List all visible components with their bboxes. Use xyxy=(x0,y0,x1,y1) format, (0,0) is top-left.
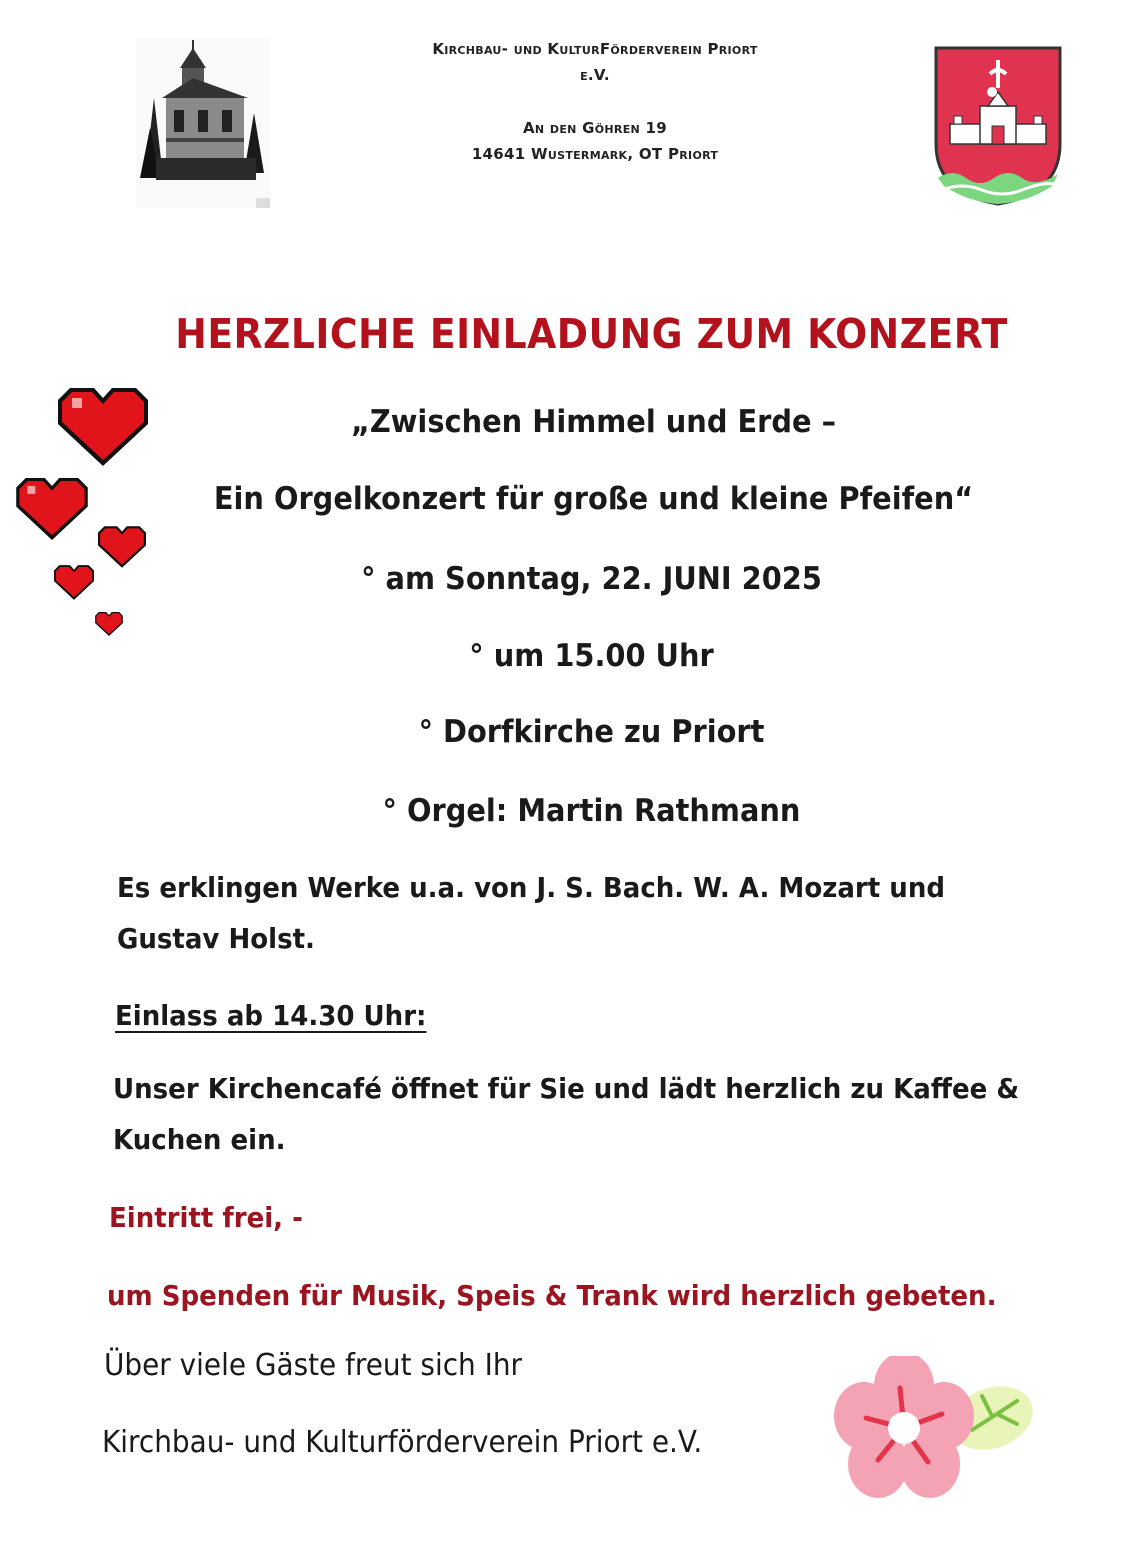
address-street: An den Göhren 19 xyxy=(522,119,668,137)
concert-subtitle-line1: „Zwischen Himmel und Erde – xyxy=(350,404,837,440)
concert-date: ° am Sonntag, 22. JUNI 2025 xyxy=(361,561,822,597)
cafe-paragraph: Unser Kirchencafé öffnet für Sie und lädt herzlich zu Kaffee & Kuchen ein. xyxy=(113,1072,1020,1156)
address-city: 14641 Wustermark, OT Priort xyxy=(471,145,719,163)
org-name: Kirchbau- und KulturFörderverein Priort xyxy=(432,40,758,58)
flower-icon xyxy=(832,1356,1037,1506)
org-suffix: e.V. xyxy=(580,66,610,84)
spenden-text: um Spenden für Musik, Speis & Trank wird herzlich gebeten. xyxy=(107,1279,997,1312)
closing-line: Über viele Gäste freut sich Ihr xyxy=(104,1348,522,1383)
coat-of-arms-icon xyxy=(932,44,1064,208)
concert-venue: ° Dorfkirche zu Priort xyxy=(418,714,765,750)
church-logo xyxy=(136,38,270,208)
works-paragraph: Es erklingen Werke u.a. von J. S. Bach. W. A. Mozart und Gustav Holst. xyxy=(117,871,946,955)
concert-subtitle-line2: Ein Orgelkonzert für große und kleine Pfeifen“ xyxy=(213,481,974,517)
einlass-heading: Einlass ab 14.30 Uhr: xyxy=(115,999,427,1032)
concert-organist: ° Orgel: Martin Rathmann xyxy=(382,793,801,829)
concert-time: ° um 15.00 Uhr xyxy=(469,638,714,674)
eintritt-text: Eintritt frei, - xyxy=(109,1201,303,1234)
pixel-heart-icon xyxy=(95,612,123,636)
page-title: HERZLICHE EINLADUNG ZUM KONZERT xyxy=(175,310,1008,358)
signature: Kirchbau- und Kulturförderverein Priort e.V. xyxy=(102,1425,703,1460)
org-header xyxy=(340,36,850,167)
